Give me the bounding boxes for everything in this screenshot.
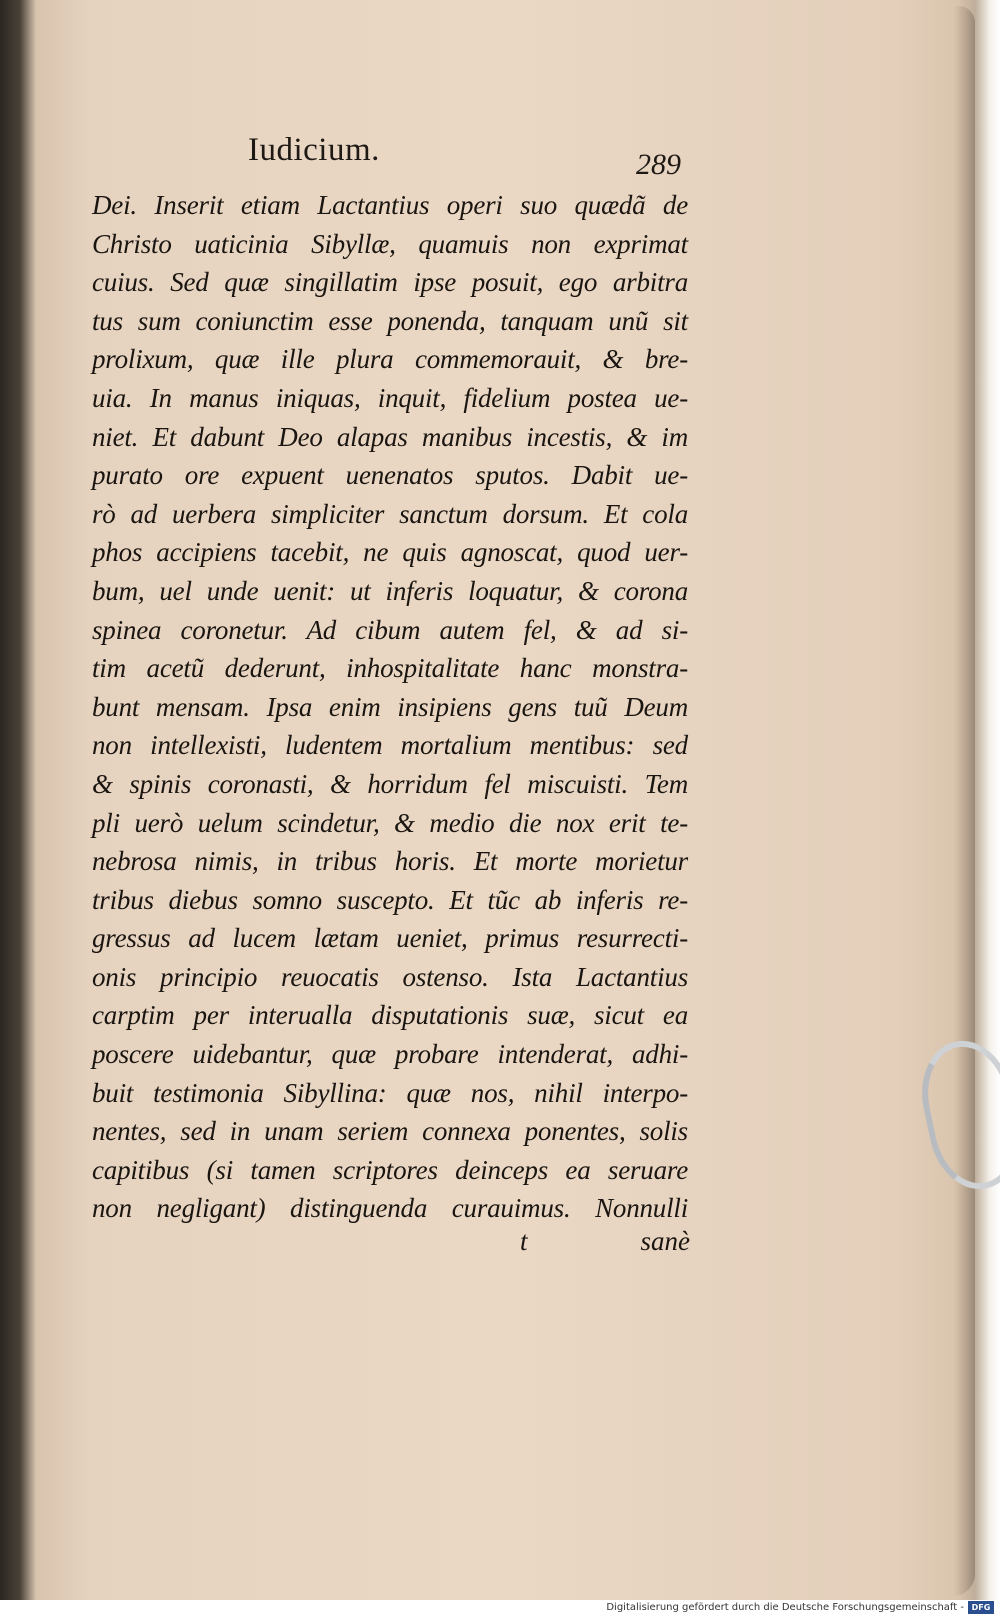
text-line: nentes, sed in unam seriem connexa ponentes, solis <box>92 1116 688 1147</box>
text-line: non intellexisti, ludentem mortalium mentibus: sed <box>92 730 688 761</box>
text-line: bum, uel unde uenit: ut inferis loquatur, & corona <box>92 575 688 606</box>
text-line: phos accipiens tacebit, ne quis agnoscat, quod uer- <box>92 537 688 568</box>
page-number: 289 <box>636 148 681 181</box>
text-line: bunt mensam. Ipsa enim insipiens gens tuũ Deum <box>92 691 688 722</box>
running-head: Iudicium. <box>248 132 380 168</box>
text-line: spinea coronetur. Ad cibum autem fel, & ad si- <box>92 614 688 645</box>
text-line: onis principio reuocatis ostenso. Ista Lactantius <box>92 961 688 992</box>
footer-credit: Digitalisierung gefördert durch die Deutsche Forschungsgemeinschaft - <box>606 1602 964 1613</box>
text-line: niet. Et dabunt Deo alapas manibus incestis, & im <box>92 421 688 452</box>
text-line: tribus diebus somno suscepto. Et tũc ab inferis re- <box>92 884 688 915</box>
library-stamp-bleedthrough <box>108 1238 318 1264</box>
paperclip-icon <box>911 1032 1000 1197</box>
text-line: carptim per interualla disputationis suæ, sicut ea <box>92 1000 688 1031</box>
signature-line <box>520 1226 690 1266</box>
text-line: buit testimonia Sibyllina: quæ nos, nihil interpo- <box>92 1077 688 1108</box>
text-line: gressus ad lucem lætam ueniet, primus resurrecti- <box>92 923 688 954</box>
text-line: & spinis coronasti, & horridum fel miscuisti. Tem <box>92 768 688 799</box>
text-line: tus sum coniunctim esse ponenda, tanquam unũ sit <box>92 305 688 336</box>
text-line: rò ad uerbera simpliciter sanctum dorsum. Et cola <box>92 498 688 529</box>
text-line: pli uerò uelum scindetur, & medio die nox erit te- <box>92 807 688 838</box>
catchword: sanè <box>640 1226 690 1256</box>
text-line: prolixum, quæ ille plura commemorauit, & bre- <box>92 344 688 375</box>
text-line: tim acetũ dederunt, inhospitalitate hanc monstra- <box>92 653 688 684</box>
text-line: uia. In manus iniquas, inquit, fidelium postea ue- <box>92 382 688 413</box>
text-line: capitibus (si tamen scriptores deinceps ea seruare <box>92 1154 688 1185</box>
text-line: cuius. Sed quæ singillatim ipse posuit, ego arbitra <box>92 267 688 298</box>
text-line: nebrosa nimis, in tribus horis. Et morte morietur <box>92 846 688 877</box>
text-line: non negligant) distinguenda curauimus. Nonnulli <box>92 1193 688 1224</box>
dfg-logo-icon: DFG <box>968 1601 994 1614</box>
text-line: Dei. Inserit etiam Lactantius operi suo quædã de <box>92 190 688 220</box>
text-line: purato ore expuent uenenatos sputos. Dabit ue- <box>92 460 688 491</box>
page-edge <box>953 6 975 1596</box>
text-line: Christo uaticinia Sibyllæ, quamuis non exprimat <box>92 228 688 259</box>
signature-mark: t <box>520 1226 528 1256</box>
text-line: poscere uidebantur, quæ probare intenderat, adhi- <box>92 1039 688 1070</box>
body-text <box>92 186 688 1228</box>
